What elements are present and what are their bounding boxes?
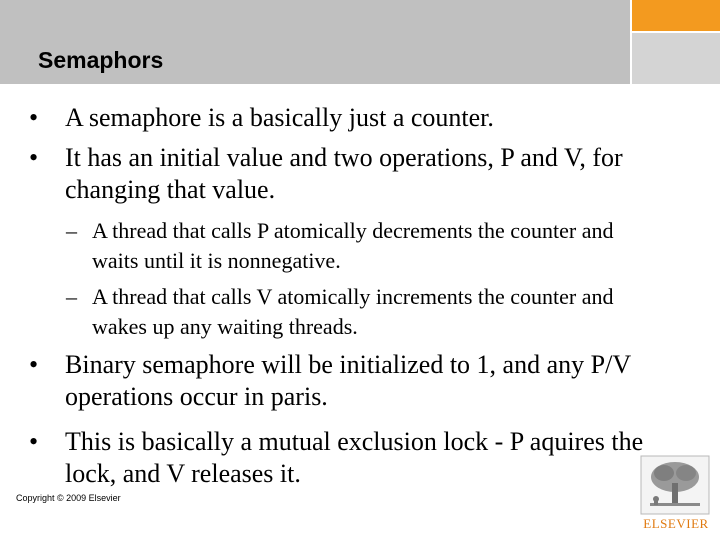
sub-bullet-text: A thread that calls V atomically increments the counter and wakes up any waiting threads. <box>92 284 614 339</box>
bullet-text: It has an initial value and two operations, P and V, for changing that value. <box>65 143 623 204</box>
sub-bullet-marker: – <box>66 218 77 243</box>
bullet-marker: • <box>29 350 39 379</box>
bullet-1 <box>29 102 665 134</box>
copyright-notice: Copyright © 2009 Elsevier <box>16 493 121 503</box>
sub-bullet-1 <box>66 216 652 276</box>
orange-accent-block <box>632 0 720 31</box>
elsevier-logo-text: ELSEVIER <box>643 516 709 531</box>
bullet-marker: • <box>29 427 39 456</box>
bullet-text: This is basically a mutual exclusion lock - P aquires the lock, and V releases it. <box>65 427 644 488</box>
bullet-marker: • <box>29 143 39 172</box>
sub-bullet-2 <box>66 282 652 342</box>
sub-bullet-text: A thread that calls P atomically decrements the counter and waits until it is nonnegative. <box>92 218 614 273</box>
sub-bullet-marker: – <box>66 284 77 309</box>
grey-accent-block <box>632 33 720 84</box>
bullet-3 <box>29 349 665 413</box>
bullet-marker: • <box>29 103 39 132</box>
bullet-text: Binary semaphore will be initialized to 1, and any P/V operations occur in paris. <box>65 350 631 411</box>
bullet-text: A semaphore is a basically just a counter. <box>65 103 494 132</box>
bullet-2 <box>29 142 665 206</box>
bullet-4 <box>29 426 665 490</box>
slide-title: Semaphors <box>38 47 164 73</box>
